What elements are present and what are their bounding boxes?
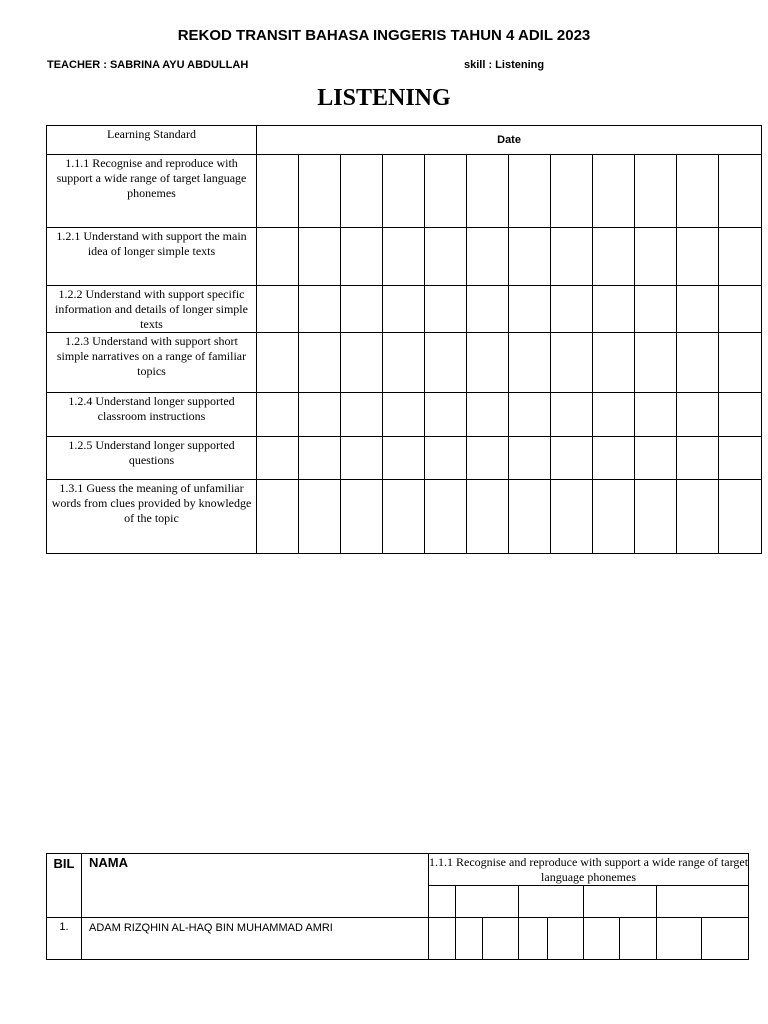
date-cell[interactable] (509, 393, 551, 437)
student-name: ADAM RIZQHIN AL-HAQ BIN MUHAMMAD AMRI (82, 918, 429, 960)
sub-header-cell[interactable] (429, 886, 456, 918)
date-cell[interactable] (299, 228, 341, 286)
date-cell[interactable] (509, 437, 551, 480)
mark-cell[interactable] (620, 918, 657, 960)
date-cell[interactable] (341, 155, 383, 228)
teacher-name: TEACHER : SABRINA AYU ABDULLAH (47, 59, 249, 71)
date-cell[interactable] (257, 333, 299, 393)
date-cell[interactable] (467, 393, 509, 437)
date-cell[interactable] (341, 480, 383, 554)
date-cell[interactable] (341, 286, 383, 333)
date-cell[interactable] (299, 333, 341, 393)
table-row (47, 437, 762, 480)
date-cell[interactable] (635, 155, 677, 228)
mark-cell[interactable] (519, 918, 548, 960)
table-row (47, 918, 749, 960)
mark-cell[interactable] (456, 918, 483, 960)
table-row (47, 286, 762, 333)
date-cell[interactable] (299, 286, 341, 333)
date-cell[interactable] (509, 480, 551, 554)
sub-header-cell[interactable] (519, 886, 584, 918)
date-cell[interactable] (677, 437, 719, 480)
learning-standard-cell: 1.2.4 Understand longer supported classroom instructions (47, 393, 257, 437)
date-cell[interactable] (719, 155, 762, 228)
date-cell[interactable] (551, 286, 593, 333)
date-cell[interactable] (551, 393, 593, 437)
date-cell[interactable] (383, 228, 425, 286)
date-cell[interactable] (383, 393, 425, 437)
date-cell[interactable] (425, 228, 467, 286)
date-cell[interactable] (425, 480, 467, 554)
date-cell[interactable] (719, 437, 762, 480)
section-title: LISTENING (317, 85, 451, 111)
date-cell[interactable] (425, 333, 467, 393)
date-cell[interactable] (467, 286, 509, 333)
date-cell[interactable] (467, 333, 509, 393)
date-cell[interactable] (467, 228, 509, 286)
date-cell[interactable] (719, 393, 762, 437)
nama-header: NAMA (82, 854, 429, 918)
date-cell[interactable] (467, 437, 509, 480)
date-cell[interactable] (593, 393, 635, 437)
mark-cell[interactable] (548, 918, 584, 960)
date-cell[interactable] (383, 155, 425, 228)
date-cell[interactable] (551, 480, 593, 554)
bil-header: BIL (47, 854, 82, 918)
date-cell[interactable] (509, 333, 551, 393)
date-cell[interactable] (509, 155, 551, 228)
date-cell[interactable] (593, 228, 635, 286)
date-cell[interactable] (677, 228, 719, 286)
date-cell[interactable] (509, 228, 551, 286)
date-cell[interactable] (593, 155, 635, 228)
date-cell[interactable] (593, 286, 635, 333)
date-cell[interactable] (341, 228, 383, 286)
date-cell[interactable] (257, 437, 299, 480)
learning-standard-cell: 1.2.3 Understand with support short simple narratives on a range of familiar topics (47, 333, 257, 393)
date-cell[interactable] (299, 155, 341, 228)
date-cell[interactable] (299, 480, 341, 554)
date-cell[interactable] (425, 155, 467, 228)
date-cell[interactable] (551, 437, 593, 480)
mark-cell[interactable] (584, 918, 620, 960)
sub-header-cell[interactable] (456, 886, 519, 918)
date-cell[interactable] (551, 333, 593, 393)
sub-header-cell[interactable] (584, 886, 657, 918)
date-cell[interactable] (551, 228, 593, 286)
table-row (47, 333, 762, 393)
table-row (47, 155, 762, 228)
date-cell[interactable] (635, 228, 677, 286)
learning-standard-cell: 1.2.5 Understand longer supported questions (47, 437, 257, 480)
date-cell[interactable] (593, 333, 635, 393)
learning-standard-cell: 1.2.1 Understand with support the main idea of longer simple texts (47, 228, 257, 286)
date-cell[interactable] (677, 286, 719, 333)
date-cell[interactable] (383, 333, 425, 393)
sub-header-cell[interactable] (657, 886, 749, 918)
date-cell[interactable] (593, 437, 635, 480)
student-record-table (46, 853, 749, 960)
mark-cell[interactable] (429, 918, 456, 960)
date-cell[interactable] (467, 480, 509, 554)
learning-standard-header: Learning Standard (47, 126, 257, 155)
date-cell[interactable] (719, 333, 762, 393)
date-cell[interactable] (257, 393, 299, 437)
date-cell[interactable] (551, 155, 593, 228)
date-cell[interactable] (719, 286, 762, 333)
date-cell[interactable] (341, 333, 383, 393)
skill-label: skill : Listening (464, 59, 545, 71)
date-cell[interactable] (257, 480, 299, 554)
date-cell[interactable] (509, 286, 551, 333)
mark-cell[interactable] (483, 918, 519, 960)
date-cell[interactable] (257, 228, 299, 286)
date-cell[interactable] (635, 480, 677, 554)
table-row (47, 228, 762, 286)
date-cell[interactable] (635, 286, 677, 333)
table-row (47, 393, 762, 437)
date-cell[interactable] (383, 480, 425, 554)
date-cell[interactable] (299, 393, 341, 437)
date-cell[interactable] (425, 393, 467, 437)
date-cell[interactable] (593, 480, 635, 554)
date-cell[interactable] (635, 393, 677, 437)
date-cell[interactable] (341, 393, 383, 437)
learning-standard-cell: 1.1.1 Recognise and reproduce with support a wide range of target language phonemes (47, 155, 257, 228)
learning-standard-cell: 1.2.2 Understand with support specific information and details of longer simple texts (47, 286, 257, 333)
date-cell[interactable] (677, 155, 719, 228)
date-cell[interactable] (677, 333, 719, 393)
date-cell[interactable] (677, 393, 719, 437)
mark-cell[interactable] (657, 918, 702, 960)
date-header: Date (257, 126, 762, 155)
document-title: REKOD TRANSIT BAHASA INGGERIS TAHUN 4 ADIL 2023 (177, 27, 591, 44)
date-cell[interactable] (299, 437, 341, 480)
date-cell[interactable] (257, 155, 299, 228)
date-cell[interactable] (635, 333, 677, 393)
date-cell[interactable] (383, 437, 425, 480)
standard-header: 1.1.1 Recognise and reproduce with support a wide range of target language phonemes (429, 855, 749, 884)
mark-cell[interactable] (702, 918, 749, 960)
date-cell[interactable] (425, 437, 467, 480)
date-cell[interactable] (635, 437, 677, 480)
student-number: 1. (47, 918, 82, 960)
date-cell[interactable] (719, 228, 762, 286)
date-cell[interactable] (257, 286, 299, 333)
date-cell[interactable] (677, 480, 719, 554)
date-cell[interactable] (467, 155, 509, 228)
date-cell[interactable] (425, 286, 467, 333)
learning-standard-cell: 1.3.1 Guess the meaning of unfamiliar words from clues provided by knowledge of the topic (47, 480, 257, 554)
date-cell[interactable] (383, 286, 425, 333)
date-cell[interactable] (719, 480, 762, 554)
table-row (47, 480, 762, 554)
learning-standards-table (46, 125, 762, 554)
date-cell[interactable] (341, 437, 383, 480)
